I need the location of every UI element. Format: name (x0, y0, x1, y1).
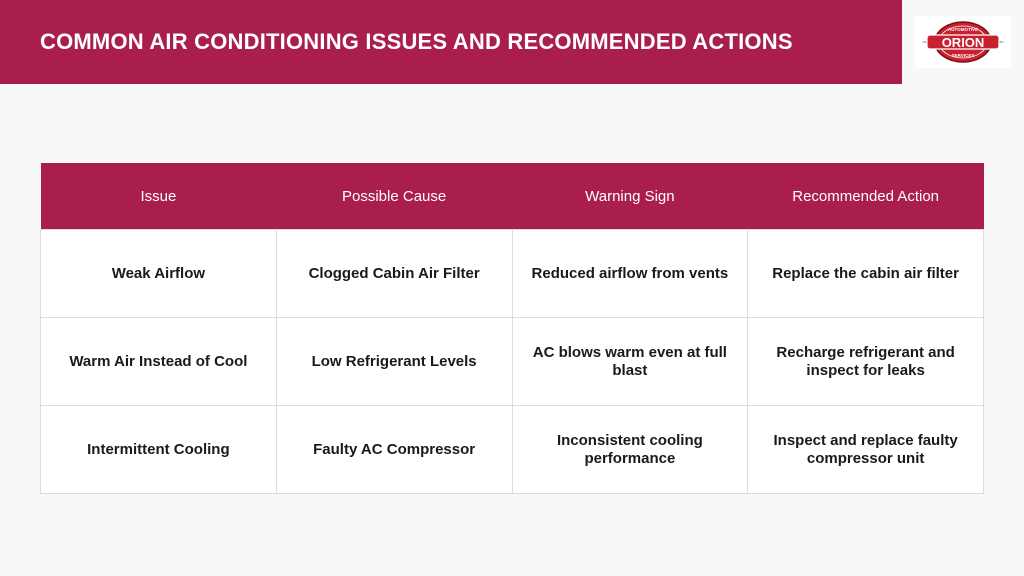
page-title: COMMON AIR CONDITIONING ISSUES AND RECOMMENDED ACTIONS (40, 29, 793, 54)
cell-issue: Warm Air Instead of Cool (41, 318, 277, 406)
column-header-issue: Issue (41, 163, 277, 230)
column-header-recommended-action: Recommended Action (748, 163, 984, 230)
table-row (41, 406, 984, 494)
logo (902, 0, 1024, 84)
header-bar (0, 0, 902, 84)
logo-line-top: AUTOMOTIVE (948, 27, 978, 32)
cell-warning-sign: Reduced airflow from vents (512, 230, 748, 318)
orion-logo-icon (915, 16, 1011, 68)
cell-recommended-action: Inspect and replace faulty compressor unit (748, 406, 984, 494)
cell-possible-cause: Faulty AC Compressor (276, 406, 512, 494)
column-header-warning-sign: Warning Sign (512, 163, 748, 230)
cell-warning-sign: Inconsistent cooling performance (512, 406, 748, 494)
issues-table-container (40, 163, 984, 494)
table-row (41, 318, 984, 406)
cell-issue: Weak Airflow (41, 230, 277, 318)
logo-line-bottom: SERVICES (951, 53, 975, 58)
cell-possible-cause: Clogged Cabin Air Filter (276, 230, 512, 318)
issues-table (40, 163, 984, 494)
cell-issue: Intermittent Cooling (41, 406, 277, 494)
table-header-row (41, 163, 984, 230)
cell-warning-sign: AC blows warm even at full blast (512, 318, 748, 406)
logo-name: ORION (941, 35, 985, 50)
cell-possible-cause: Low Refrigerant Levels (276, 318, 512, 406)
table-row (41, 230, 984, 318)
cell-recommended-action: Replace the cabin air filter (748, 230, 984, 318)
cell-recommended-action: Recharge refrigerant and inspect for leaks (748, 318, 984, 406)
column-header-possible-cause: Possible Cause (276, 163, 512, 230)
